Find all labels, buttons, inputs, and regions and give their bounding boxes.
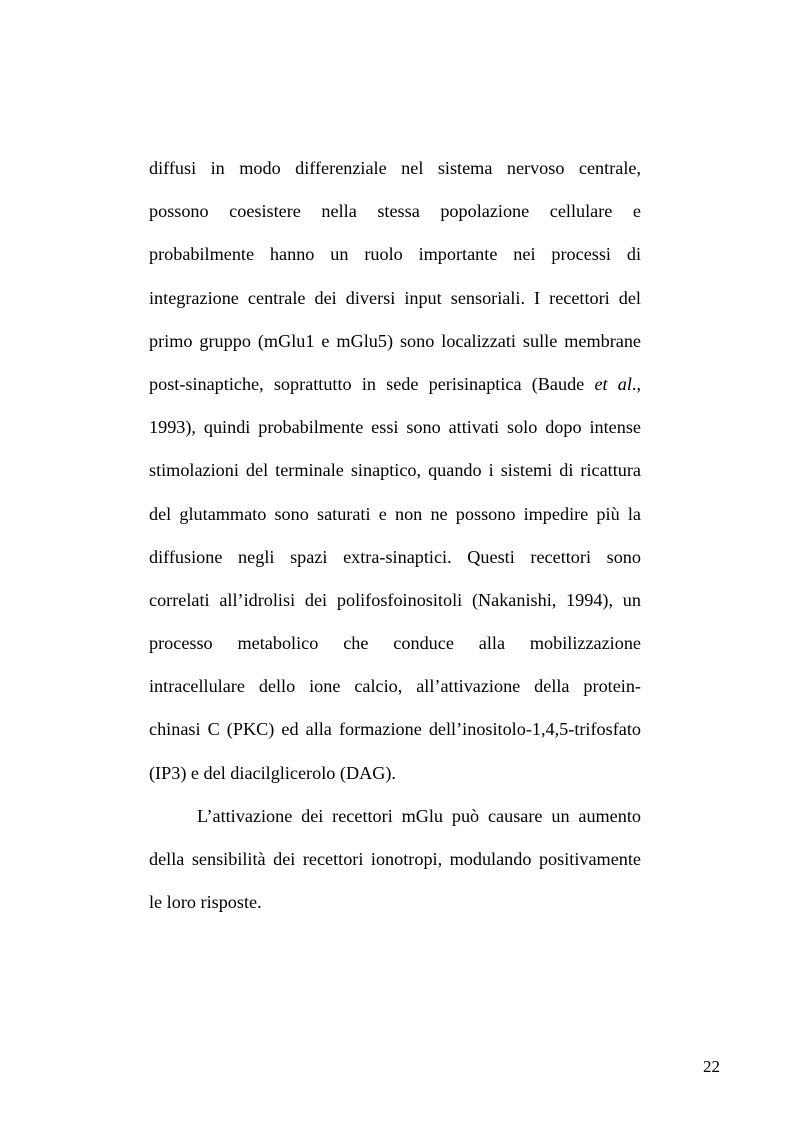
text-line: probabilmente hanno un ruolo importante nei processi di (149, 244, 641, 265)
text-line: diffusi in modo differenziale nel sistema nervoso centrale, (149, 158, 641, 178)
text-line: possono coesistere nella stessa popolazione cellulare e (149, 201, 641, 222)
text-line: correlati all’idrolisi dei polifosfoinositoli (Nakanishi, 1994), un (149, 589, 641, 610)
text-line: L’attivazione dei recettori mGlu può causare un aumento (197, 805, 641, 826)
text-line: diffusione negli spazi extra-sinaptici. Questi recettori sono (149, 546, 641, 567)
text-line: primo gruppo (mGlu1 e mGlu5) sono localizzati sulle membrane (149, 330, 641, 351)
text-line: integrazione centrale dei diversi input sensoriali. I recettori del (149, 287, 641, 308)
text-line: della sensibilità dei recettori ionotropi, modulando positivamente (149, 849, 641, 869)
text-line: 1993), quindi probabilmente essi sono attivati solo dopo intense (149, 417, 641, 438)
text-line: del glutammato sono saturati e non ne possono impedire più la (149, 503, 641, 524)
text-line: chinasi C (PKC) ed alla formazione dell’inositolo-1,4,5-trifosfato (149, 719, 641, 740)
text-line-with-citation (149, 366, 641, 409)
body-text (149, 150, 641, 927)
page-number: 22 (703, 1057, 720, 1076)
paragraph-1 (149, 150, 641, 798)
text-line: stimolazioni del terminale sinaptico, quando i sistemi di ricattura (149, 460, 641, 481)
citation-italic: et al (594, 373, 632, 394)
text-line: le loro risposte. (149, 892, 262, 913)
text-line: intracellulare dello ione calcio, all’attivazione della protein- (149, 676, 641, 697)
text-line: (IP3) e del diacilglicerolo (DAG). (149, 762, 396, 783)
text-line: processo metabolico che conduce alla mobilizzazione (149, 633, 641, 654)
paragraph-2 (149, 798, 641, 928)
text-segment: post-sinaptiche, soprattutto in sede perisinaptica (Baude (149, 373, 595, 394)
text-segment: ., (631, 373, 642, 394)
